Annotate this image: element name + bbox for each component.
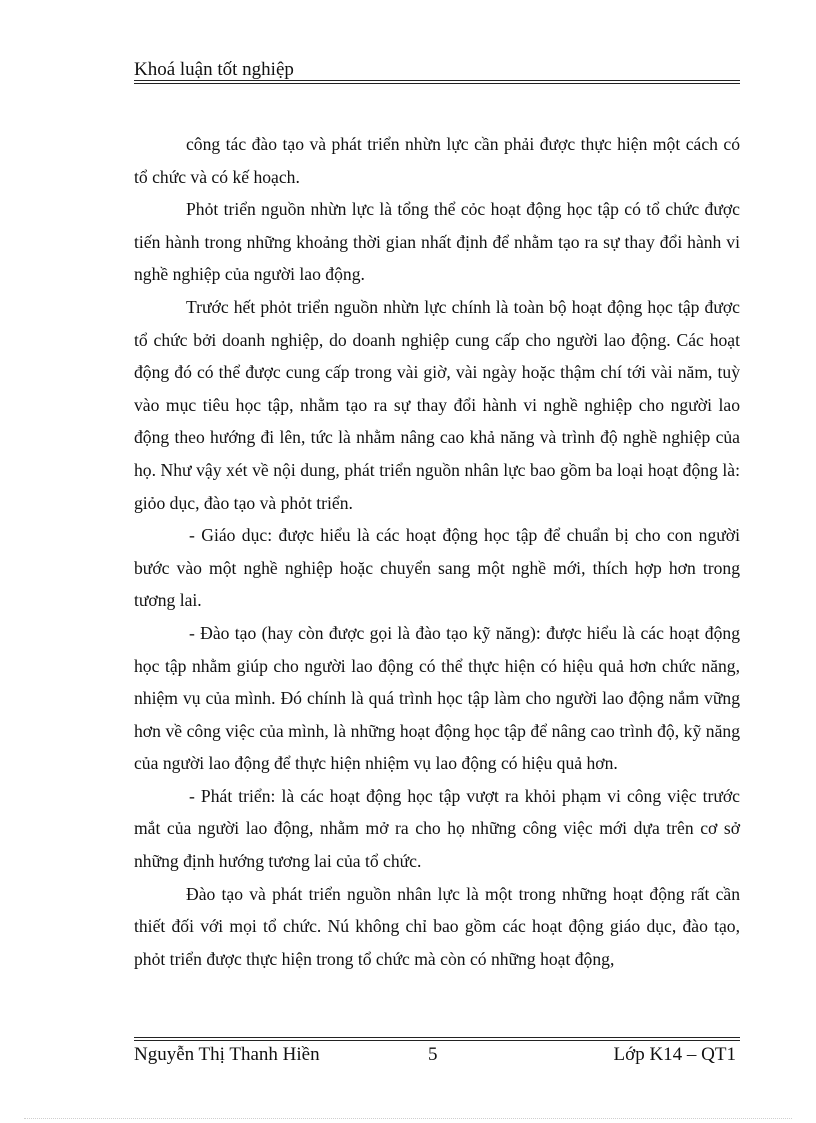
header-double-rule (134, 80, 740, 84)
paragraph: Phỏt triển nguồn nhừn lực là tổng thể cỏc hoạt động học tập có tổ chức được tiến hành trong những khoảng thời gian nhất định để nhằm tạo ra sự thay đổi hành vi nghề nghiệp của người lao động. (134, 199, 740, 285)
body-text (134, 128, 740, 975)
paragraph: công tác đào tạo và phát triển nhừn lực cần phải được thực hiện một cách có tổ chức và có kế hoạch. (134, 134, 740, 187)
paragraph-development: - Phát triển: là các hoạt động học tập vượt ra khỏi phạm vi công việc trước mắt của người lao động, nhằm mở ra cho họ những công việc mới dựa trên cơ sở những định hướng tương lai của tổ chức. (134, 785, 740, 872)
paragraph-training: - Đào tạo (hay còn được gọi là đào tạo kỹ năng): được hiểu là các hoạt động học tập nhằm giúp cho người lao động có thể thực hiện có hiệu quả hơn chức năng, nhiệm vụ của mình. Đó chính là quá trình học tập làm cho người lao động nắm vững hơn về công việc của mình, là những hoạt động học tập để nâng cao trình độ, kỹ năng của người lao động để thực hiện nhiệm vụ lao động có hiệu quả hơn. (134, 622, 740, 774)
footer-class: Lớp K14 – QT1 (613, 1044, 736, 1065)
paragraph-education: - Giáo dục: được hiểu là các hoạt động học tập để chuẩn bị cho con người bước vào một nghề nghiệp hoặc chuyển sang một nghề mới, thích hợp hơn trong tương lai. (134, 525, 740, 611)
page-number: 5 (428, 1044, 438, 1065)
paragraph: Đào tạo và phát triển nguồn nhân lực là một trong những hoạt động rất cần thiết đối với mọi tổ chức. Nú không chỉ bao gồm các hoạt động giáo dục, đào tạo, phỏt triển được thực hiện trong tổ chức mà còn có những hoạt động, (134, 883, 740, 969)
page-header-title: Khoá luận tốt nghiệp (134, 59, 294, 80)
footer-double-rule (134, 1037, 740, 1041)
paragraph: Trước hết phỏt triển nguồn nhừn lực chính là toàn bộ hoạt động học tập được tổ chức bởi doanh nghiệp, do doanh nghiệp cung cấp cho người lao động. Các hoạt động đó có thể được cung cấp trong vài giờ, vài ngày hoặc thậm chí tới vài năm, tuỳ vào mục tiêu học tập, nhằm tạo ra sự thay đổi hành vi nghề nghiệp cho người lao động theo hướng đi lên, tức là nhằm nâng cao khả năng và trình độ nghề nghiệp của họ. Như vậy xét về nội dung, phát triển nguồn nhân lực bao gồm ba loại hoạt động là: giỏo dục, đào tạo và phỏt triển. (134, 296, 740, 513)
page-bottom-border (24, 1118, 792, 1119)
footer-author: Nguyễn Thị Thanh Hiền (134, 1044, 320, 1065)
page-footer (134, 1043, 740, 1067)
